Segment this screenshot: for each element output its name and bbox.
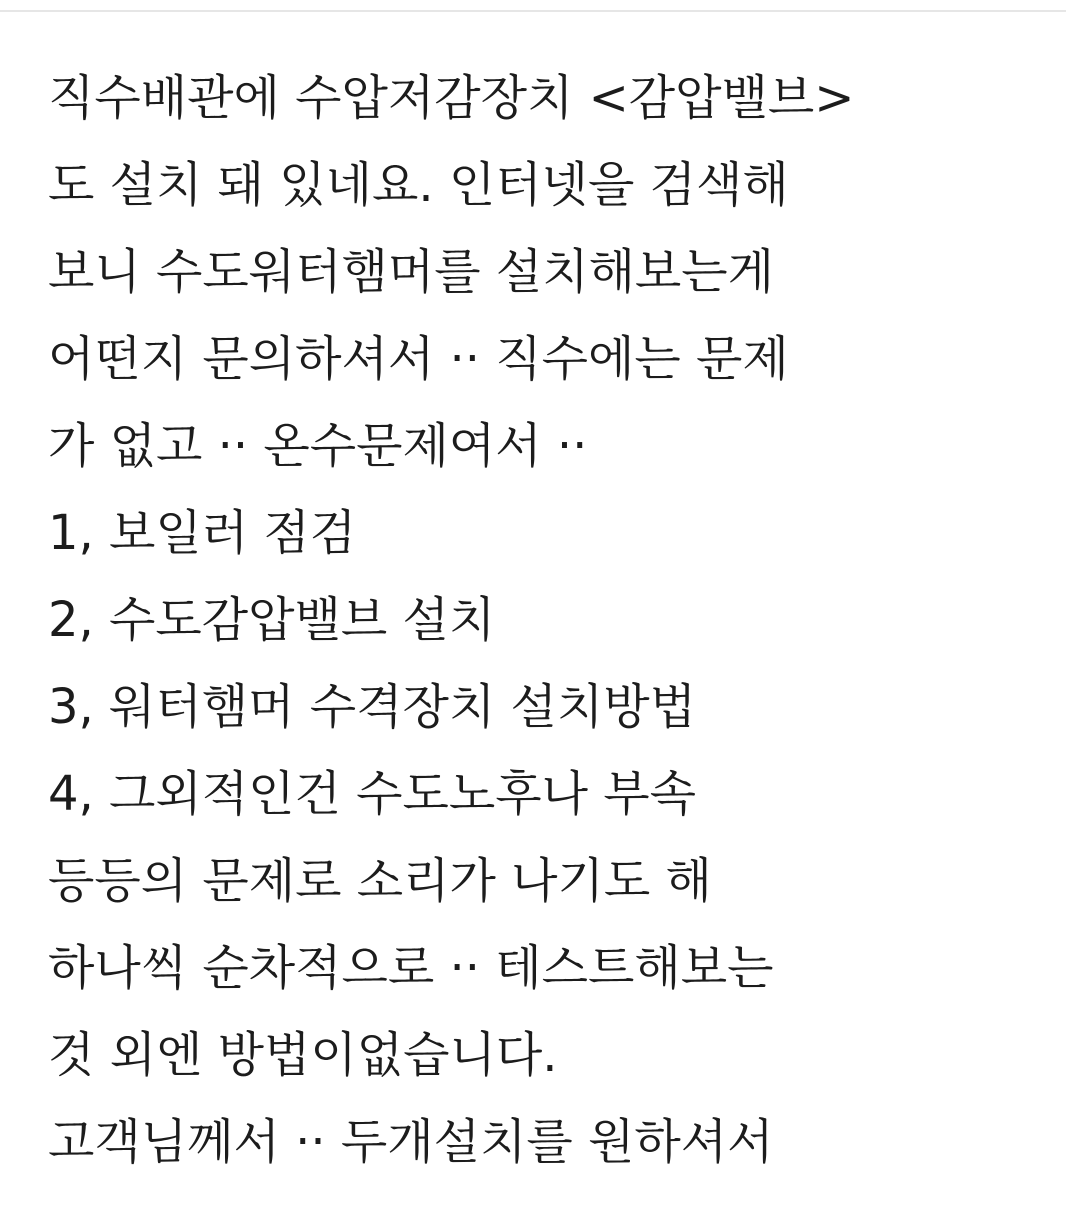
- top-divider: [0, 10, 1066, 12]
- checklist-item-4: 4, 그외적인건 수도노후나 부속: [48, 766, 696, 822]
- post-line: 하나씩 순차적으로 ·· 테스트해보는: [48, 940, 774, 996]
- post-body: [48, 55, 1038, 1186]
- post-line: 가 없고 ·· 온수문제여서 ··: [48, 418, 588, 474]
- post-line: 어떤지 문의하셔서 ·· 직수에는 문제: [48, 331, 789, 387]
- checklist-item-1: 1, 보일러 점검: [48, 505, 357, 561]
- checklist-item-2: 2, 수도감압밸브 설치: [48, 592, 496, 648]
- post-line: 등등의 문제로 소리가 나기도 해: [48, 853, 712, 909]
- post-line: 도 설치 돼 있네요. 인터넷을 검색해: [48, 157, 789, 213]
- post-line: 직수배관에 수압저감장치 <감압밸브>: [48, 70, 855, 126]
- post-line: 보니 수도워터햄머를 설치해보는게: [48, 244, 775, 300]
- checklist-item-3: 3, 워터햄머 수격장치 설치방법: [48, 679, 696, 735]
- post-line: 것 외엔 방법이없습니다.: [48, 1027, 558, 1083]
- post-line: 고객님께서 ·· 두개설치를 원하셔서: [48, 1114, 774, 1170]
